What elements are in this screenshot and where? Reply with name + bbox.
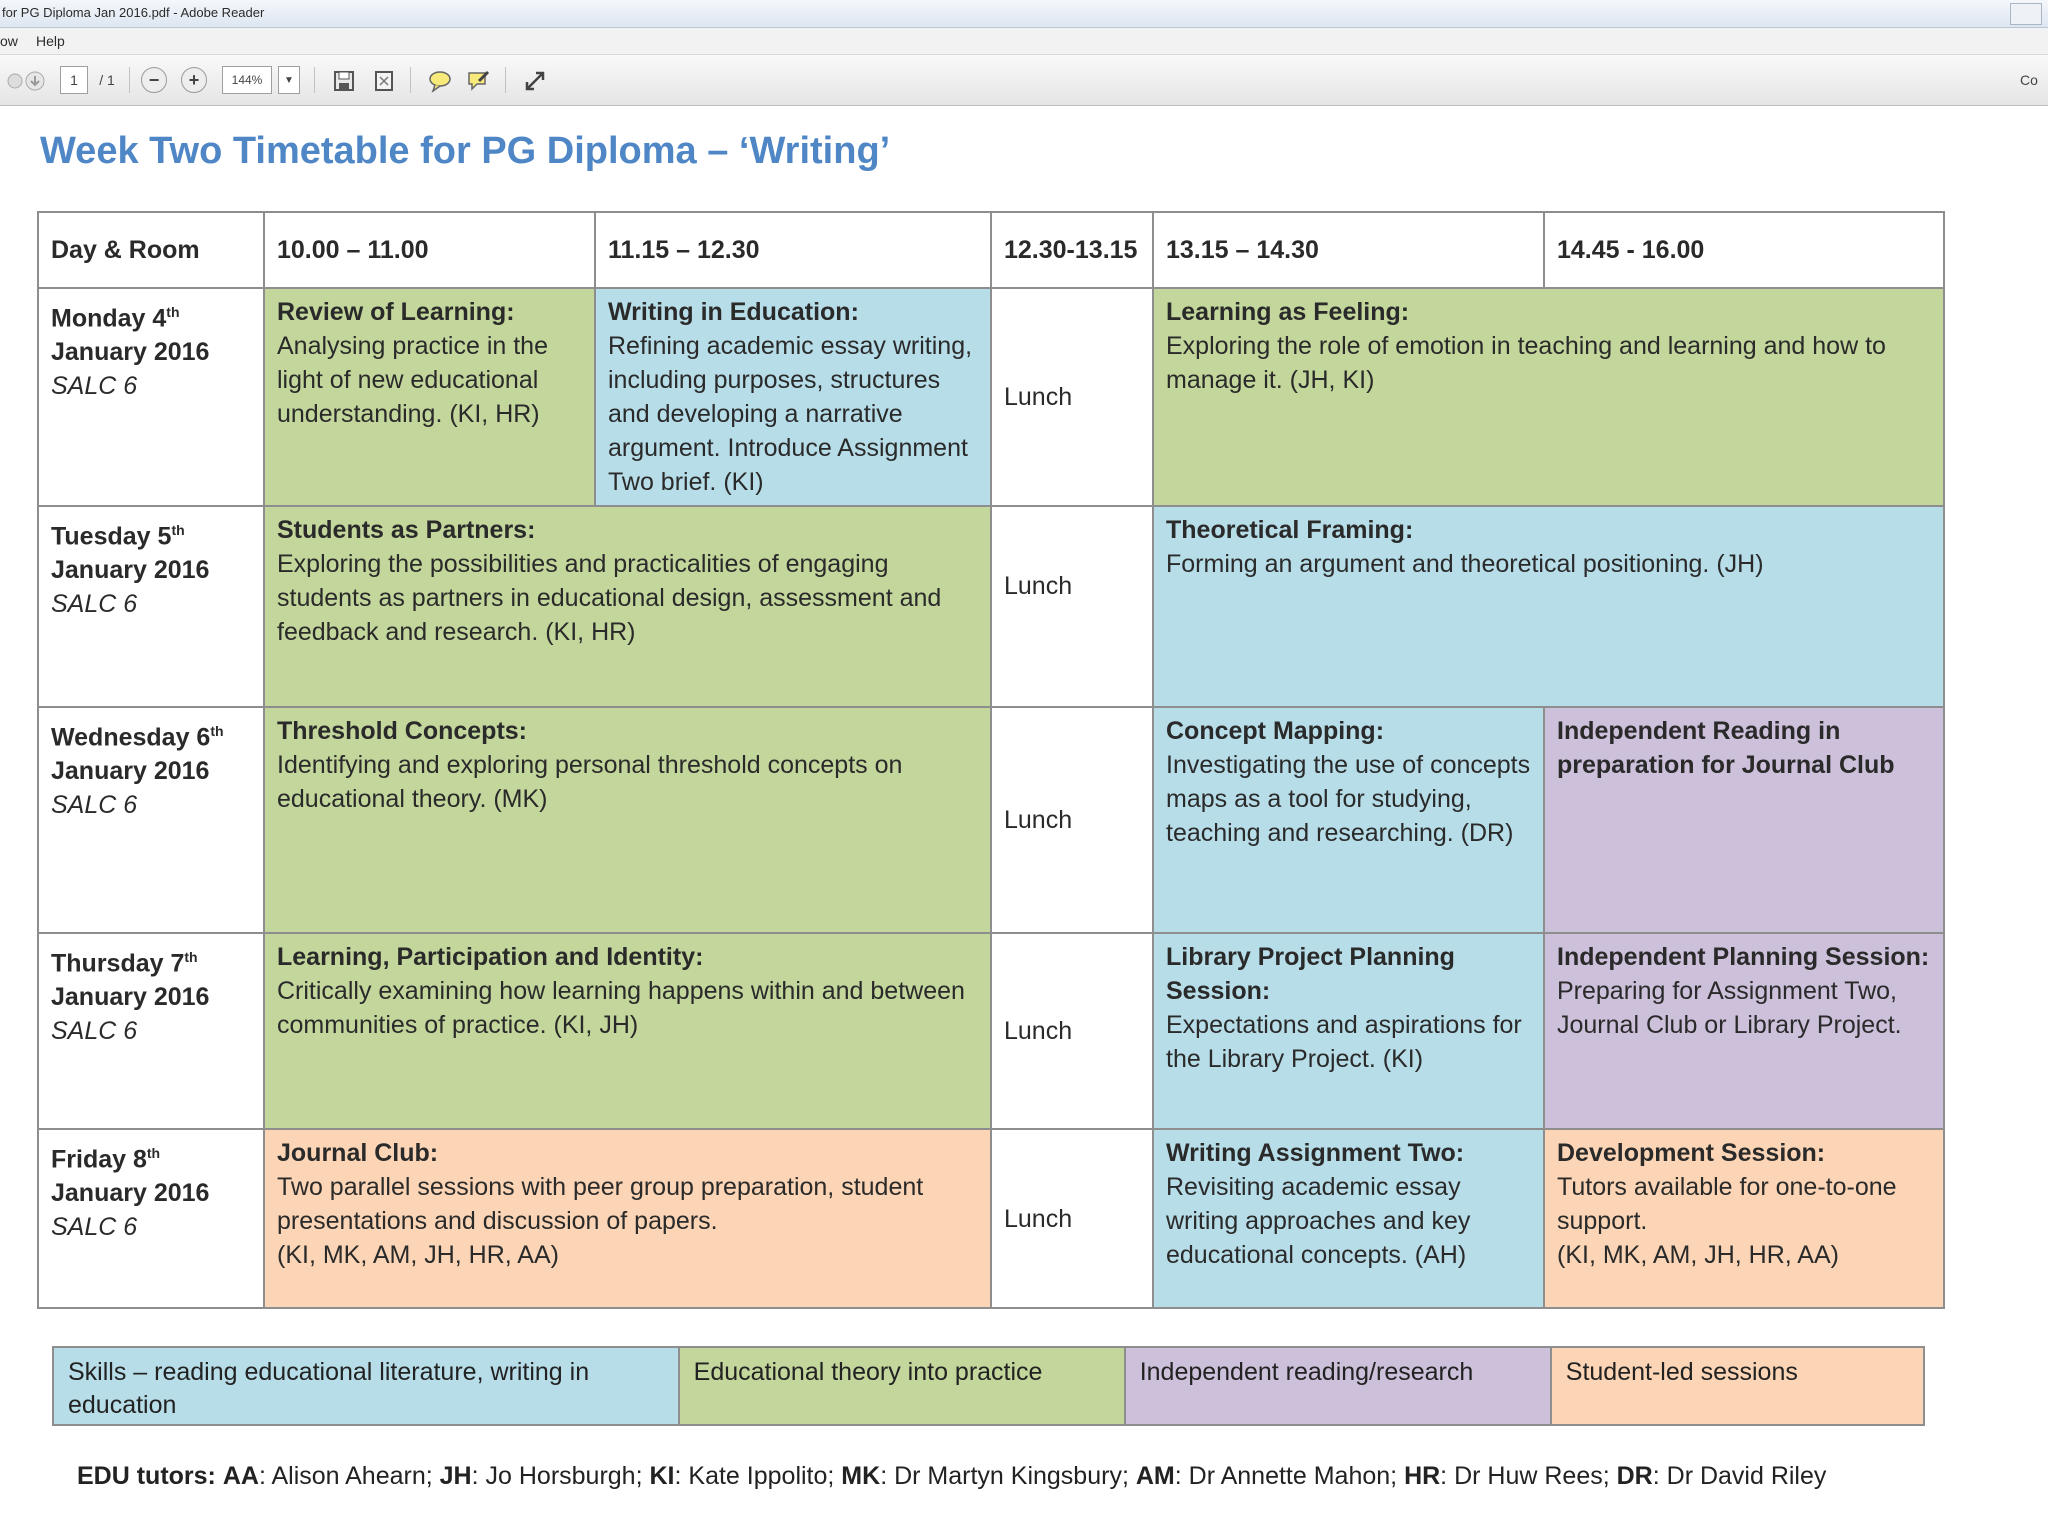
session-title: Library Project Planning Session: xyxy=(1166,943,1455,1005)
colour-key xyxy=(52,1346,1925,1426)
expand-icon[interactable] xyxy=(520,66,550,96)
day-cell xyxy=(38,288,264,506)
session-description: Exploring the possibilities and practicalities of engaging students as partners in educational design, assessment and feedback and research. (KI, HR) xyxy=(277,550,942,646)
day-date: January 2016 xyxy=(51,338,210,367)
menu-item-help[interactable]: Help xyxy=(36,33,65,49)
session-description: Exploring the role of emotion in teaching and learning and how to manage it. (JH, KI) xyxy=(1166,332,1886,394)
header-slot-2: 11.15 – 12.30 xyxy=(595,212,991,288)
day-label: Tuesday 5th xyxy=(51,522,185,551)
header-lunch-slot: 12.30-13.15 xyxy=(991,212,1153,288)
room-label: SALC 6 xyxy=(51,590,138,619)
legend-independent: Independent reading/research xyxy=(1126,1348,1552,1424)
session-description: Preparing for Assignment Two, Journal Club or Library Project. xyxy=(1557,977,1902,1039)
session-cell xyxy=(595,288,991,506)
session-cell xyxy=(1544,1129,1944,1308)
lunch-cell: Lunch xyxy=(991,707,1153,933)
fit-page-icon[interactable] xyxy=(369,66,399,96)
header-slot-1: 10.00 – 11.00 xyxy=(264,212,595,288)
lunch-cell: Lunch xyxy=(991,506,1153,707)
session-tutors: (KI, MK, AM, JH, HR, AA) xyxy=(1557,1241,1839,1269)
window-control-button[interactable] xyxy=(2010,3,2042,25)
session-cell xyxy=(264,1129,991,1308)
session-cell xyxy=(1153,707,1544,933)
session-cell xyxy=(264,506,991,707)
session-title: Development Session: xyxy=(1557,1139,1826,1167)
header-day-room: Day & Room xyxy=(38,212,264,288)
toolbar-right-label[interactable]: Co xyxy=(2020,72,2038,88)
tutor-name: Dr Annette Mahon; xyxy=(1188,1462,1398,1490)
session-cell xyxy=(264,288,595,506)
day-date: January 2016 xyxy=(51,757,210,786)
table-row xyxy=(38,707,1944,933)
session-tutors: (KI, MK, AM, JH, HR, AA) xyxy=(277,1241,559,1269)
tutor-code: KI xyxy=(649,1462,675,1490)
day-cell xyxy=(38,933,264,1129)
session-description: Investigating the use of concepts maps as a tool for studying, teaching and researching. (DR) xyxy=(1166,751,1531,847)
session-title: Learning, Participation and Identity: xyxy=(277,943,704,971)
tutor-code: HR xyxy=(1404,1462,1441,1490)
page-title: Week Two Timetable for PG Diploma – ‘Writing’ xyxy=(40,130,891,172)
session-cell xyxy=(264,707,991,933)
tutor-name: Dr David Riley xyxy=(1666,1462,1827,1490)
tutor-code: AA xyxy=(222,1462,259,1490)
session-description: Revisiting academic essay writing approaches and key educational concepts. (AH) xyxy=(1166,1173,1471,1269)
next-page-icon[interactable] xyxy=(20,66,50,96)
save-icon[interactable] xyxy=(329,66,359,96)
session-description: Two parallel sessions with peer group preparation, student presentations and discussion of papers. xyxy=(277,1173,924,1235)
session-cell xyxy=(1153,1129,1544,1308)
zoom-level-input[interactable]: 144% xyxy=(222,66,272,94)
room-label: SALC 6 xyxy=(51,791,138,820)
legend-skills: Skills – reading educational literature, writing in education xyxy=(54,1348,680,1424)
tutor-name: Kate Ippolito; xyxy=(688,1462,835,1490)
session-title: Journal Club: xyxy=(277,1139,439,1167)
session-title: Theoretical Framing: xyxy=(1166,516,1414,544)
lunch-cell: Lunch xyxy=(991,288,1153,506)
session-description: Critically examining how learning happens within and between communities of practice. (KI, JH) xyxy=(277,977,965,1039)
timetable xyxy=(37,211,1945,1309)
header-slot-3: 13.15 – 14.30 xyxy=(1153,212,1544,288)
session-cell xyxy=(1153,288,1944,506)
session-title: Independent Planning Session: xyxy=(1557,943,1930,971)
room-label: SALC 6 xyxy=(51,1017,138,1046)
menubar xyxy=(0,28,2048,55)
zoom-out-icon[interactable]: − xyxy=(141,67,167,93)
table-row xyxy=(38,933,1944,1129)
room-label: SALC 6 xyxy=(51,1213,138,1242)
page-total-label: / 1 xyxy=(99,72,115,88)
lunch-cell: Lunch xyxy=(991,1129,1153,1308)
tutor-code: DR xyxy=(1616,1462,1653,1490)
day-date: January 2016 xyxy=(51,983,210,1012)
session-description: Analysing practice in the light of new educational understanding. (KI, HR) xyxy=(277,332,548,428)
session-description: Expectations and aspirations for the Library Project. (KI) xyxy=(1166,1011,1522,1073)
day-label: Thursday 7th xyxy=(51,949,198,978)
tutor-code: AM xyxy=(1135,1462,1175,1490)
tutor-name: Alison Ahearn; xyxy=(271,1462,433,1490)
zoom-in-icon[interactable]: + xyxy=(181,67,207,93)
tutor-code: JH xyxy=(439,1462,472,1490)
tutor-name: Dr Martyn Kingsbury; xyxy=(894,1462,1129,1490)
table-row xyxy=(38,506,1944,707)
page-number-input[interactable]: 1 xyxy=(60,66,88,94)
session-title: Concept Mapping: xyxy=(1166,717,1385,745)
session-cell xyxy=(1544,933,1944,1129)
session-cell xyxy=(1544,707,1944,933)
window-titlebar xyxy=(0,0,2048,28)
day-cell xyxy=(38,1129,264,1308)
window-title: for PG Diploma Jan 2016.pdf - Adobe Reader xyxy=(2,5,265,20)
tutors-list: EDU tutors: AA: Alison Ahearn; JH: Jo Horsburgh; KI: Kate Ippolito; MK: Dr Martyn Kingsbury; AM: Dr Annette Mahon; HR: Dr Huw Rees; DR: Dr David Riley xyxy=(77,1462,1827,1490)
session-description: Identifying and exploring personal threshold concepts on educational theory. (MK) xyxy=(277,751,903,813)
session-cell xyxy=(1153,933,1544,1129)
tutors-label: EDU tutors: xyxy=(77,1462,216,1490)
session-cell xyxy=(264,933,991,1129)
session-title: Students as Partners: xyxy=(277,516,536,544)
day-label: Wednesday 6th xyxy=(51,723,224,752)
session-title: Independent Reading in preparation for Journal Club xyxy=(1557,717,1895,779)
legend-student-led: Student-led sessions xyxy=(1552,1348,1923,1424)
tutor-name: Jo Horsburgh; xyxy=(485,1462,643,1490)
day-date: January 2016 xyxy=(51,556,210,585)
session-title: Writing in Education: xyxy=(608,298,859,326)
room-label: SALC 6 xyxy=(51,372,138,401)
session-description: Forming an argument and theoretical positioning. (JH) xyxy=(1166,550,1764,578)
session-title: Review of Learning: xyxy=(277,298,515,326)
table-row xyxy=(38,288,1944,506)
legend-theory: Educational theory into practice xyxy=(680,1348,1126,1424)
session-description: Tutors available for one-to-one support. xyxy=(1557,1173,1897,1235)
comment-icon[interactable] xyxy=(425,66,455,96)
day-cell xyxy=(38,707,264,933)
header-slot-4: 14.45 - 16.00 xyxy=(1544,212,1944,288)
session-title: Writing Assignment Two: xyxy=(1166,1139,1465,1167)
tutor-name: Dr Huw Rees; xyxy=(1454,1462,1610,1490)
lunch-cell: Lunch xyxy=(991,933,1153,1129)
session-title: Threshold Concepts: xyxy=(277,717,528,745)
highlight-icon[interactable] xyxy=(463,66,493,96)
toolbar xyxy=(0,55,2048,106)
day-date: January 2016 xyxy=(51,1179,210,1208)
table-header-row xyxy=(38,212,1944,288)
session-description: Refining academic essay writing, including purposes, structures and developing a narrative argument. Introduce Assignment Two brief. (KI) xyxy=(608,332,973,496)
day-cell xyxy=(38,506,264,707)
session-cell xyxy=(1153,506,1944,707)
session-title: Learning as Feeling: xyxy=(1166,298,1410,326)
table-row xyxy=(38,1129,1944,1308)
menu-item-window[interactable]: ow xyxy=(0,33,18,49)
tutor-code: MK xyxy=(841,1462,881,1490)
zoom-dropdown-icon[interactable]: ▼ xyxy=(278,66,300,94)
day-label: Monday 4th xyxy=(51,304,180,333)
day-label: Friday 8th xyxy=(51,1145,161,1174)
